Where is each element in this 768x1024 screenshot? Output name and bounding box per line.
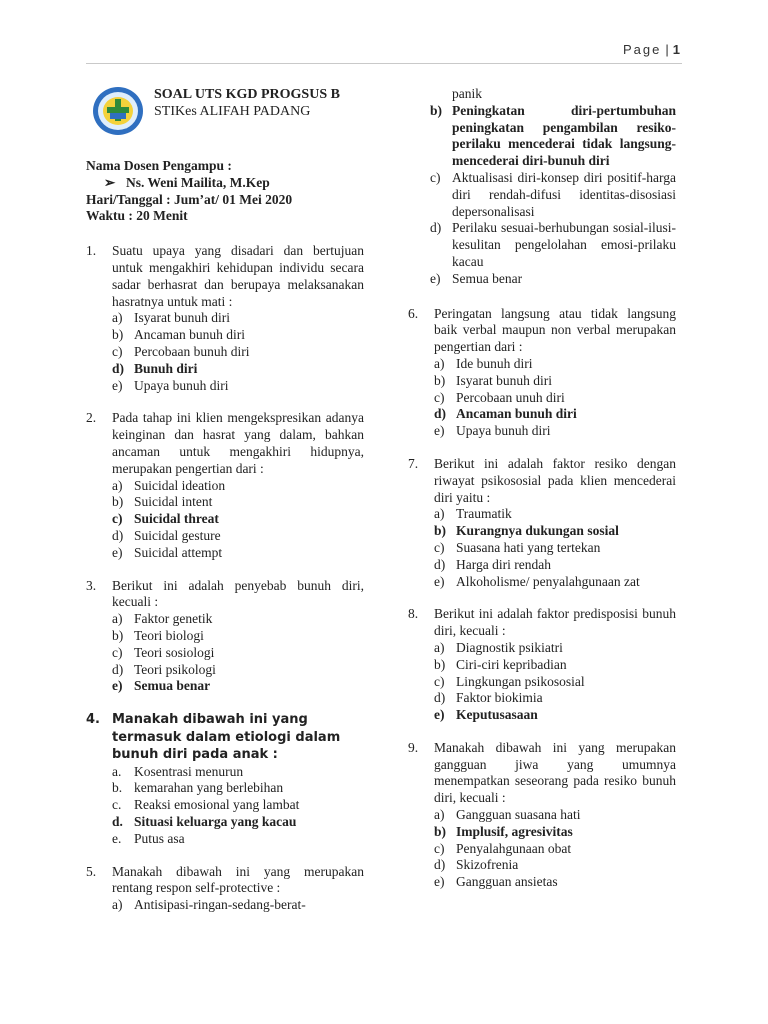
option-label: b) — [434, 823, 447, 839]
question-2 — [86, 410, 364, 561]
question-number: 3. — [86, 577, 97, 593]
option-text: Keputusasaan — [456, 707, 538, 723]
option-list — [86, 897, 364, 914]
option-item-answer — [434, 406, 676, 423]
option-item — [434, 690, 676, 707]
option-text: Antisipasi-ringan-sedang-berat- — [134, 897, 306, 913]
option-text: Faktor biokimia — [456, 690, 543, 706]
option-text: Isyarat bunuh diri — [134, 310, 230, 326]
option-text: Teori biologi — [134, 627, 204, 643]
question-3 — [86, 578, 364, 696]
exam-title: SOAL UTS KGD PROGSUS B — [154, 87, 340, 102]
option-label: a) — [112, 897, 123, 913]
option-label: c) — [112, 644, 123, 660]
option-item-answer — [434, 523, 676, 540]
option-item — [434, 356, 676, 373]
option-text: Suicidal intent — [134, 494, 213, 510]
option-text: Situasi keluarga yang kacau — [134, 814, 297, 829]
option-text: Suasana hati yang tertekan — [456, 539, 601, 555]
option-label: c) — [434, 539, 445, 555]
option-label: e. — [112, 830, 122, 846]
option-text: Harga diri rendah — [456, 556, 551, 572]
option-text: Suicidal attempt — [134, 544, 223, 560]
option-label: b) — [430, 102, 443, 118]
option-item — [108, 897, 364, 914]
option-item-answer — [434, 707, 676, 724]
option-text: Ciri-ciri kepribadian — [456, 656, 567, 672]
question-number: 8. — [408, 606, 419, 622]
option-text: Kurangnya dukungan sosial — [456, 523, 619, 539]
dosen-label: Nama Dosen Pengampu : — [86, 158, 232, 173]
option-label: e) — [112, 544, 123, 560]
option-item-answer — [108, 814, 364, 831]
option-text: Faktor genetik — [134, 611, 213, 627]
question-1 — [86, 243, 364, 394]
option-item — [434, 674, 676, 691]
option-item-answer — [108, 361, 364, 378]
option-item — [434, 423, 676, 440]
option-item — [434, 857, 676, 874]
option-item-answer — [408, 103, 676, 170]
question-text: Manakah dibawah ini yang merupakan gangguan jiwa yang umumnya menempatkan seseorang pada resiko bunuh diri, kecuali : — [434, 739, 676, 806]
option-text: Penyalahgunaan obat — [456, 840, 572, 856]
option-item — [434, 657, 676, 674]
option-label: a. — [112, 763, 122, 779]
option-text: Alkoholisme/ penyalahgunaan zat — [456, 573, 640, 589]
option-item — [408, 170, 676, 220]
option-item — [108, 327, 364, 344]
option-list — [408, 356, 676, 440]
option-label: b. — [112, 780, 123, 796]
option-label: d. — [112, 814, 123, 829]
left-column — [86, 86, 364, 930]
question-stem — [86, 410, 364, 477]
option-label: d) — [112, 527, 124, 543]
option-item — [434, 557, 676, 574]
option-label: e) — [430, 270, 441, 286]
option-label: e) — [434, 707, 445, 723]
option-label: d) — [430, 220, 442, 236]
question-text: Berikut ini adalah faktor resiko dengan riwayat psikososial pada klien mencederai diri yaitu : — [434, 455, 676, 505]
option-label: a) — [434, 355, 445, 371]
option-item — [434, 540, 676, 557]
option-label: d) — [434, 857, 446, 873]
option-label: c. — [112, 797, 122, 813]
option-item — [408, 220, 676, 270]
question-text: Berikut ini adalah penyebab bunuh diri, kecuali : — [112, 577, 364, 610]
option-label: a) — [434, 807, 445, 823]
option-label: a) — [434, 639, 445, 655]
stikes-logo — [92, 86, 144, 136]
option-label: c) — [434, 840, 445, 856]
option-item-answer — [108, 678, 364, 695]
option-label: a) — [434, 506, 445, 522]
option-label: c) — [434, 389, 445, 405]
option-continuation: panik — [452, 86, 482, 101]
title-text — [148, 86, 340, 120]
option-text: Perilaku sesuai-berhubungan sosial-ilusi-kesulitan pengelolahan emosi-prilaku kacau — [452, 220, 676, 269]
option-text: Implusif, agresivitas — [456, 823, 573, 839]
page-separator: | — [665, 42, 669, 57]
question-number: 4. — [86, 712, 100, 728]
option-item-answer — [108, 511, 364, 528]
option-text: Aktualisasi diri-konsep diri positif-harga diri rendah-difusi identitas-disosiasi depersonalisasi — [452, 169, 676, 219]
option-text: Ancaman bunuh diri — [456, 406, 577, 422]
option-item — [108, 310, 364, 327]
option-text: Skizofrenia — [456, 857, 519, 873]
option-label: c) — [112, 511, 123, 527]
option-item — [108, 494, 364, 511]
option-text: Semua benar — [134, 678, 211, 694]
option-text: Putus asa — [134, 830, 185, 846]
question-6 — [408, 306, 676, 440]
option-label: d) — [434, 406, 447, 422]
option-item — [108, 344, 364, 361]
option-label: b) — [434, 523, 447, 539]
option-label: d) — [434, 556, 446, 572]
option-label: c) — [112, 343, 123, 359]
option-item — [108, 764, 364, 781]
question-text: Berikut ini adalah faktor predisposisi bunuh diri, kecuali : — [434, 606, 676, 639]
right-column — [408, 86, 676, 907]
option-item — [108, 645, 364, 662]
option-text: Ide bunuh diri — [456, 355, 533, 371]
question-stem — [408, 740, 676, 807]
option-text: Teori psikologi — [134, 661, 216, 677]
option-item — [108, 528, 364, 545]
question-5 — [86, 864, 364, 914]
title-block — [86, 86, 364, 136]
question-text: Manakah dibawah ini yang termasuk dalam etiologi dalam bunuh diri pada anak : — [112, 712, 341, 763]
question-text: Suatu upaya yang disadari dan bertujuan untuk mengakhiri kehidupan individu secara sadar berhasrat dan berupaya melaksanakan hasratnya untuk mati : — [112, 243, 364, 309]
option-label: e) — [112, 377, 123, 393]
institution-name: STIKes ALIFAH PADANG — [154, 104, 311, 119]
option-text: Kosentrasi menurun — [134, 763, 244, 779]
option-text: Teori sosiologi — [134, 644, 215, 660]
exam-time: Waktu : 20 Menit — [86, 208, 188, 224]
option-item — [434, 390, 676, 407]
option-list — [408, 506, 676, 590]
option-label: d) — [112, 661, 124, 677]
option-text: Suicidal ideation — [134, 477, 226, 493]
option-label: e) — [434, 573, 445, 589]
question-stem — [86, 711, 364, 764]
option-label: b) — [112, 494, 124, 510]
question-5-continued — [408, 86, 676, 288]
option-text: Reaksi emosional yang lambat — [134, 797, 300, 813]
option-text: Suicidal gesture — [134, 527, 221, 543]
option-item — [108, 797, 364, 814]
option-text: Peningkatan diri-pertumbuhan peningkatan pengambilan resiko-perilaku mencederai tidak langsung-mencederai diri-bunuh diri — [452, 102, 676, 169]
option-item — [434, 506, 676, 523]
option-text: Suicidal threat — [134, 511, 219, 527]
option-item — [108, 478, 364, 495]
option-item — [408, 271, 676, 288]
question-7 — [408, 456, 676, 590]
option-list — [86, 611, 364, 695]
arrow-bullet-icon: ➢ — [104, 174, 116, 190]
option-label: b) — [112, 327, 124, 343]
option-text: Bunuh diri — [134, 360, 198, 376]
option-item — [108, 545, 364, 562]
question-number: 5. — [86, 863, 97, 879]
option-text: Percobaan bunuh diri — [134, 343, 250, 359]
option-text: Semua benar — [452, 270, 523, 286]
option-label: d) — [434, 690, 446, 706]
option-label: c) — [434, 673, 445, 689]
question-stem — [86, 578, 364, 612]
option-item — [108, 628, 364, 645]
option-text: kemarahan yang berlebihan — [134, 780, 284, 796]
option-item — [108, 662, 364, 679]
question-9 — [408, 740, 676, 891]
option-item — [434, 841, 676, 858]
option-text: Percobaan unuh diri — [456, 389, 565, 405]
option-list — [86, 764, 364, 848]
option-list — [86, 310, 364, 394]
option-item — [434, 874, 676, 891]
option-label: b) — [434, 372, 446, 388]
option-text: Ancaman bunuh diri — [134, 327, 245, 343]
option-item — [434, 807, 676, 824]
question-number: 2. — [86, 410, 97, 426]
option-label: b) — [434, 656, 446, 672]
option-label: e) — [434, 423, 445, 439]
page-number — [623, 42, 680, 57]
question-number: 6. — [408, 305, 419, 321]
option-text: Traumatik — [456, 506, 512, 522]
option-item-answer — [434, 824, 676, 841]
option-item — [108, 378, 364, 395]
option-label: b) — [112, 627, 124, 643]
option-text: Gangguan ansietas — [456, 874, 558, 890]
question-number: 7. — [408, 455, 419, 471]
dosen-name: Ns. Weni Mailita, M.Kep — [126, 174, 270, 190]
option-list — [86, 478, 364, 562]
option-label: e) — [112, 678, 123, 694]
page-number-value: 1 — [672, 42, 680, 57]
option-text: Diagnostik psikiatri — [456, 639, 563, 655]
option-text: Gangguan suasana hati — [456, 807, 581, 823]
question-number: 1. — [86, 243, 97, 259]
option-label: a) — [112, 477, 123, 493]
question-stem — [86, 243, 364, 310]
dosen-line — [86, 175, 364, 192]
option-item — [434, 640, 676, 657]
option-item — [108, 831, 364, 848]
option-text: Lingkungan psikososial — [456, 673, 585, 689]
page-label: Page — [623, 42, 662, 57]
option-label: c) — [430, 169, 441, 185]
option-label: a) — [112, 611, 123, 627]
question-number: 9. — [408, 739, 419, 755]
question-stem — [408, 306, 676, 356]
option-text: Upaya bunuh diri — [134, 377, 229, 393]
question-4 — [86, 711, 364, 847]
option-item — [108, 611, 364, 628]
option-item — [434, 574, 676, 591]
question-text: Manakah dibawah ini yang merupakan rentang respon self-protective : — [112, 863, 364, 896]
question-text: Pada tahap ini klien mengekspresikan adanya keinginan dan hasrat yang dalam, bahkan ancaman untuk mengakhiri hidupnya, merupakan pengertian dari : — [112, 410, 364, 476]
option-text: Isyarat bunuh diri — [456, 372, 552, 388]
option-label: a) — [112, 310, 123, 326]
header-rule — [86, 63, 682, 64]
option-label: d) — [112, 360, 125, 376]
exam-date: Hari/Tanggal : Jum’at/ 01 Mei 2020 — [86, 191, 293, 207]
option-list — [408, 807, 676, 891]
question-stem — [86, 864, 364, 898]
option-item — [108, 780, 364, 797]
question-text: Peringatan langsung atau tidak langsung baik verbal maupun non verbal merupakan pengertian dari : — [434, 305, 676, 355]
question-stem — [408, 456, 676, 506]
option-item — [434, 373, 676, 390]
option-text: Upaya bunuh diri — [456, 423, 551, 439]
question-stem — [408, 606, 676, 640]
option-list — [408, 640, 676, 724]
exam-meta — [86, 158, 364, 225]
question-8 — [408, 606, 676, 724]
option-label: e) — [434, 874, 445, 890]
